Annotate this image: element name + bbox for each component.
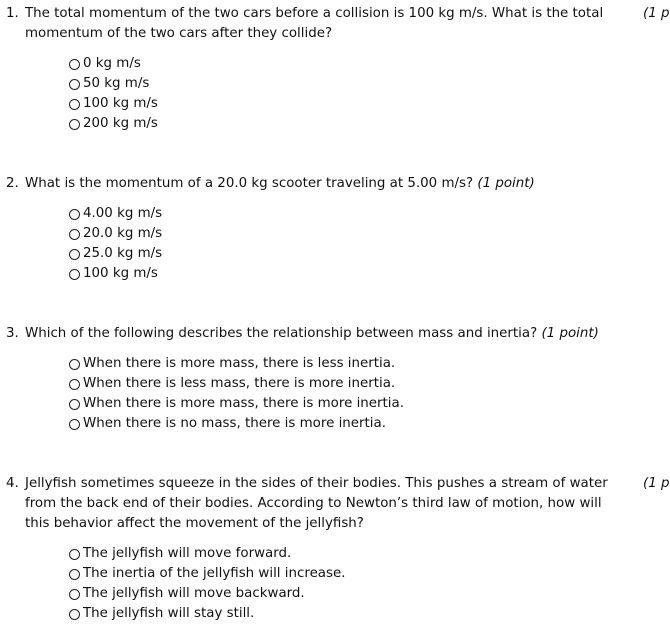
answer-option[interactable] <box>69 584 345 604</box>
question-number: 3. <box>6 326 19 341</box>
answer-option[interactable] <box>69 564 345 584</box>
radio-button-icon[interactable] <box>69 379 80 390</box>
radio-button-icon[interactable] <box>69 59 80 70</box>
answer-option-label: The jellyfish will move forward. <box>83 546 292 561</box>
answer-option-label: 100 kg m/s <box>83 96 158 111</box>
answer-option[interactable] <box>69 74 158 94</box>
radio-button-icon[interactable] <box>69 249 80 260</box>
question-points: (1 p <box>643 6 670 21</box>
question-number: 1. <box>6 6 19 21</box>
answer-option[interactable] <box>69 244 162 264</box>
radio-button-icon[interactable] <box>69 209 80 220</box>
radio-button-icon[interactable] <box>69 269 80 280</box>
answer-option-label: 200 kg m/s <box>83 116 158 131</box>
question-text <box>25 174 630 194</box>
answer-option[interactable] <box>69 374 404 394</box>
answer-option[interactable] <box>69 544 345 564</box>
question-points: (1 point) <box>477 176 535 191</box>
question-number: 2. <box>6 176 19 191</box>
answer-option-label: 4.00 kg m/s <box>83 206 163 221</box>
answer-options <box>69 354 404 434</box>
answer-option-label: When there is no mass, there is more inertia. <box>83 416 386 431</box>
radio-button-icon[interactable] <box>69 79 80 90</box>
answer-option[interactable] <box>69 394 404 414</box>
answer-option[interactable] <box>69 414 404 434</box>
answer-option-label: 20.0 kg m/s <box>83 226 163 241</box>
radio-button-icon[interactable] <box>69 589 80 600</box>
answer-option-label: 100 kg m/s <box>83 266 158 281</box>
radio-button-icon[interactable] <box>69 419 80 430</box>
answer-option-label: The inertia of the jellyfish will increase. <box>83 566 346 581</box>
radio-button-icon[interactable] <box>69 359 80 370</box>
answer-option[interactable] <box>69 264 162 284</box>
answer-option-label: 0 kg m/s <box>83 56 141 71</box>
radio-button-icon[interactable] <box>69 99 80 110</box>
radio-button-icon[interactable] <box>69 609 80 620</box>
answer-option[interactable] <box>69 604 345 624</box>
answer-option-label: When there is less mass, there is more inertia. <box>83 376 396 391</box>
radio-button-icon[interactable] <box>69 549 80 560</box>
question-text <box>25 324 630 344</box>
answer-options <box>69 54 158 134</box>
radio-button-icon[interactable] <box>69 569 80 580</box>
answer-option[interactable] <box>69 94 158 114</box>
answer-option-label: When there is more mass, there is less inertia. <box>83 356 396 371</box>
radio-button-icon[interactable] <box>69 229 80 240</box>
answer-option[interactable] <box>69 54 158 74</box>
question-text: The total momentum of the two cars before a collision is 100 kg m/s. What is the total momentum of the two cars after they collide? <box>25 6 604 41</box>
question-number: 4. <box>6 476 19 491</box>
question-text-body: Which of the following describes the relationship between mass and inertia? <box>25 326 538 341</box>
radio-button-icon[interactable] <box>69 399 80 410</box>
answer-option[interactable] <box>69 354 404 374</box>
answer-option-label: When there is more mass, there is more inertia. <box>83 396 404 411</box>
question-text: Jellyfish sometimes squeeze in the sides of their bodies. This pushes a stream of water from the back end of their bodies. According to Newton’s third law of motion, how will this behavior affect the movement of the jellyfish? <box>25 476 608 531</box>
answer-option-label: 50 kg m/s <box>83 76 150 91</box>
answer-option[interactable] <box>69 224 162 244</box>
answer-option-label: The jellyfish will move backward. <box>83 586 305 601</box>
answer-options <box>69 204 162 284</box>
answer-options <box>69 544 345 624</box>
answer-option[interactable] <box>69 204 162 224</box>
answer-option[interactable] <box>69 114 158 134</box>
answer-option-label: 25.0 kg m/s <box>83 246 163 261</box>
question-points: (1 point) <box>541 326 599 341</box>
question-points: (1 p <box>643 476 670 491</box>
answer-option-label: The jellyfish will stay still. <box>83 606 255 621</box>
radio-button-icon[interactable] <box>69 119 80 130</box>
question-text-body: What is the momentum of a 20.0 kg scooter traveling at 5.00 m/s? <box>25 176 474 191</box>
